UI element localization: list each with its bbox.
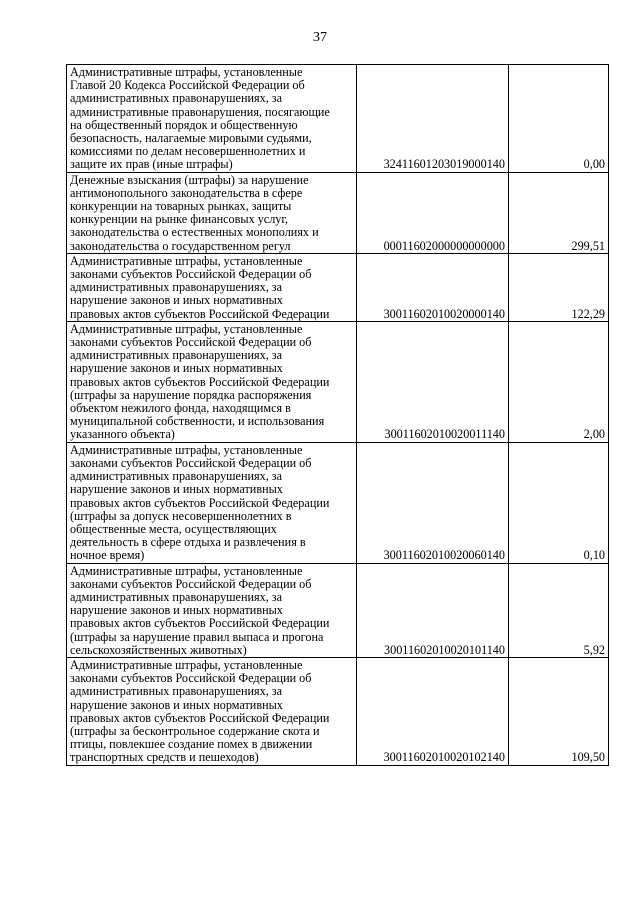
amount-value: 5,92 (509, 563, 609, 657)
revenue-name-line: Административные штрафы, установленные (70, 321, 303, 336)
revenue-name-line: указанного объекта) (70, 427, 175, 442)
revenue-name-cell (67, 172, 357, 253)
revenue-name-line: общественные места, осуществляющих (70, 521, 277, 536)
table-row (67, 657, 609, 765)
revenue-name-line: нарушение законов и иных нормативных (70, 482, 283, 497)
revenue-name-line: законодательства о естественных монополиях и (70, 225, 319, 240)
revenue-name-line: нарушение законов и иных нормативных (70, 697, 283, 712)
revenue-name-line: административных правонарушениях, за (70, 589, 283, 604)
revenue-name-line: административных правонарушениях, за (70, 280, 283, 295)
revenue-name-cell (67, 563, 357, 657)
revenue-name-line: (штрафы за нарушение порядка распоряжения (70, 387, 312, 402)
table-row (67, 321, 609, 442)
budget-classification-code: 30011602010020011140 (357, 321, 509, 442)
revenue-name-line: правовых актов субъектов Российской Федерации (70, 374, 330, 389)
revenue-name-line: правовых актов субъектов Российской Федерации (70, 710, 330, 725)
revenue-name-line: сельскохозяйственных животных) (70, 642, 247, 657)
budget-classification-code: 30011602010020060140 (357, 442, 509, 563)
revenue-name-line: законами субъектов Российской Федерации об (70, 335, 312, 350)
amount-value: 2,00 (509, 321, 609, 442)
table-body (67, 65, 609, 766)
revenue-name-line: (штрафы за нарушение правил выпаса и прогона (70, 629, 324, 644)
revenue-name-line: (штрафы за бесконтрольное содержание скота и (70, 723, 320, 738)
table-row (67, 442, 609, 563)
revenue-name-line: законами субъектов Российской Федерации об (70, 671, 312, 686)
amount-value: 0,10 (509, 442, 609, 563)
revenue-name-line: конкуренции на рынке финансовых услуг, (70, 212, 289, 227)
revenue-name-line: Административные штрафы, установленные (70, 563, 303, 578)
revenue-name-line: безопасность, налагаемые мировыми судьями, (70, 131, 312, 146)
revenue-name-line: объектом нежилого фонда, находящимся в (70, 401, 291, 416)
revenue-name-line: птицы, повлекшее создание помех в движении (70, 737, 313, 752)
revenue-name-line: нарушение законов и иных нормативных (70, 361, 283, 376)
revenue-name-line: Административные штрафы, установленные (70, 253, 303, 268)
revenue-name-line: административных правонарушениях, за (70, 684, 283, 699)
revenue-name-line: правовых актов субъектов Российской Федерации (70, 616, 330, 631)
revenue-name-line: конкуренции на товарных рынках, защиты (70, 199, 292, 214)
budget-classification-code: 32411601203019000140 (357, 65, 509, 173)
amount-value: 299,51 (509, 172, 609, 253)
revenue-name-line: Главой 20 Кодекса Российской Федерации об (70, 78, 305, 93)
budget-classification-code: 30011602010020102140 (357, 657, 509, 765)
revenue-name-cell (67, 442, 357, 563)
revenue-name-line: законами субъектов Российской Федерации об (70, 267, 312, 282)
revenue-name-line: Административные штрафы, установленные (70, 442, 303, 457)
budget-classification-code: 30011602010020101140 (357, 563, 509, 657)
revenue-name-line: транспортных средств и пешеходов) (70, 750, 259, 765)
revenue-name-line: правовых актов субъектов Российской Федерации (70, 306, 330, 321)
amount-value: 0,00 (509, 65, 609, 173)
revenue-name-line: защите их прав (иные штрафы) (70, 157, 233, 172)
revenue-name-line: административных правонарушениях, за (70, 469, 283, 484)
revenue-name-cell (67, 253, 357, 321)
revenue-name-line: Денежные взыскания (штрафы) за нарушение (70, 172, 309, 187)
amount-value: 122,29 (509, 253, 609, 321)
revenue-name-line: деятельность в сфере отдыха и развлечения в (70, 535, 306, 550)
revenue-name-cell (67, 657, 357, 765)
table-row (67, 172, 609, 253)
table-row (67, 253, 609, 321)
revenue-name-line: нарушение законов и иных нормативных (70, 603, 283, 618)
revenue-name-line: на общественный порядок и общественную (70, 117, 298, 132)
revenue-name-line: административных правонарушениях, за (70, 91, 283, 106)
budget-classification-code: 30011602010020000140 (357, 253, 509, 321)
budget-revenue-table (66, 64, 609, 766)
revenue-name-line: административные правонарушения, посягающие (70, 104, 330, 119)
revenue-name-line: правовых актов субъектов Российской Федерации (70, 495, 330, 510)
revenue-name-line: муниципальной собственности, и использования (70, 414, 325, 429)
table-row (67, 563, 609, 657)
revenue-name-line: законами субъектов Российской Федерации об (70, 576, 312, 591)
revenue-name-line: ночное время) (70, 548, 145, 563)
amount-value: 109,50 (509, 657, 609, 765)
revenue-name-line: законами субъектов Российской Федерации об (70, 455, 312, 470)
revenue-name-line: нарушение законов и иных нормативных (70, 293, 283, 308)
revenue-name-line: Административные штрафы, установленные (70, 657, 303, 672)
revenue-name-cell (67, 321, 357, 442)
revenue-name-cell (67, 65, 357, 173)
revenue-name-line: (штрафы за допуск несовершеннолетних в (70, 508, 292, 523)
revenue-name-line: Административные штрафы, установленные (70, 65, 303, 79)
table-row (67, 65, 609, 173)
page-number: 37 (313, 30, 327, 45)
revenue-name-line: административных правонарушениях, за (70, 348, 283, 363)
budget-classification-code: 00011602000000000000 (357, 172, 509, 253)
revenue-name-line: комиссиями по делам несовершеннолетних и (70, 144, 306, 159)
revenue-name-line: законодательства о государственном регул (70, 238, 291, 253)
revenue-name-line: антимонопольного законодательства в сфере (70, 185, 303, 200)
